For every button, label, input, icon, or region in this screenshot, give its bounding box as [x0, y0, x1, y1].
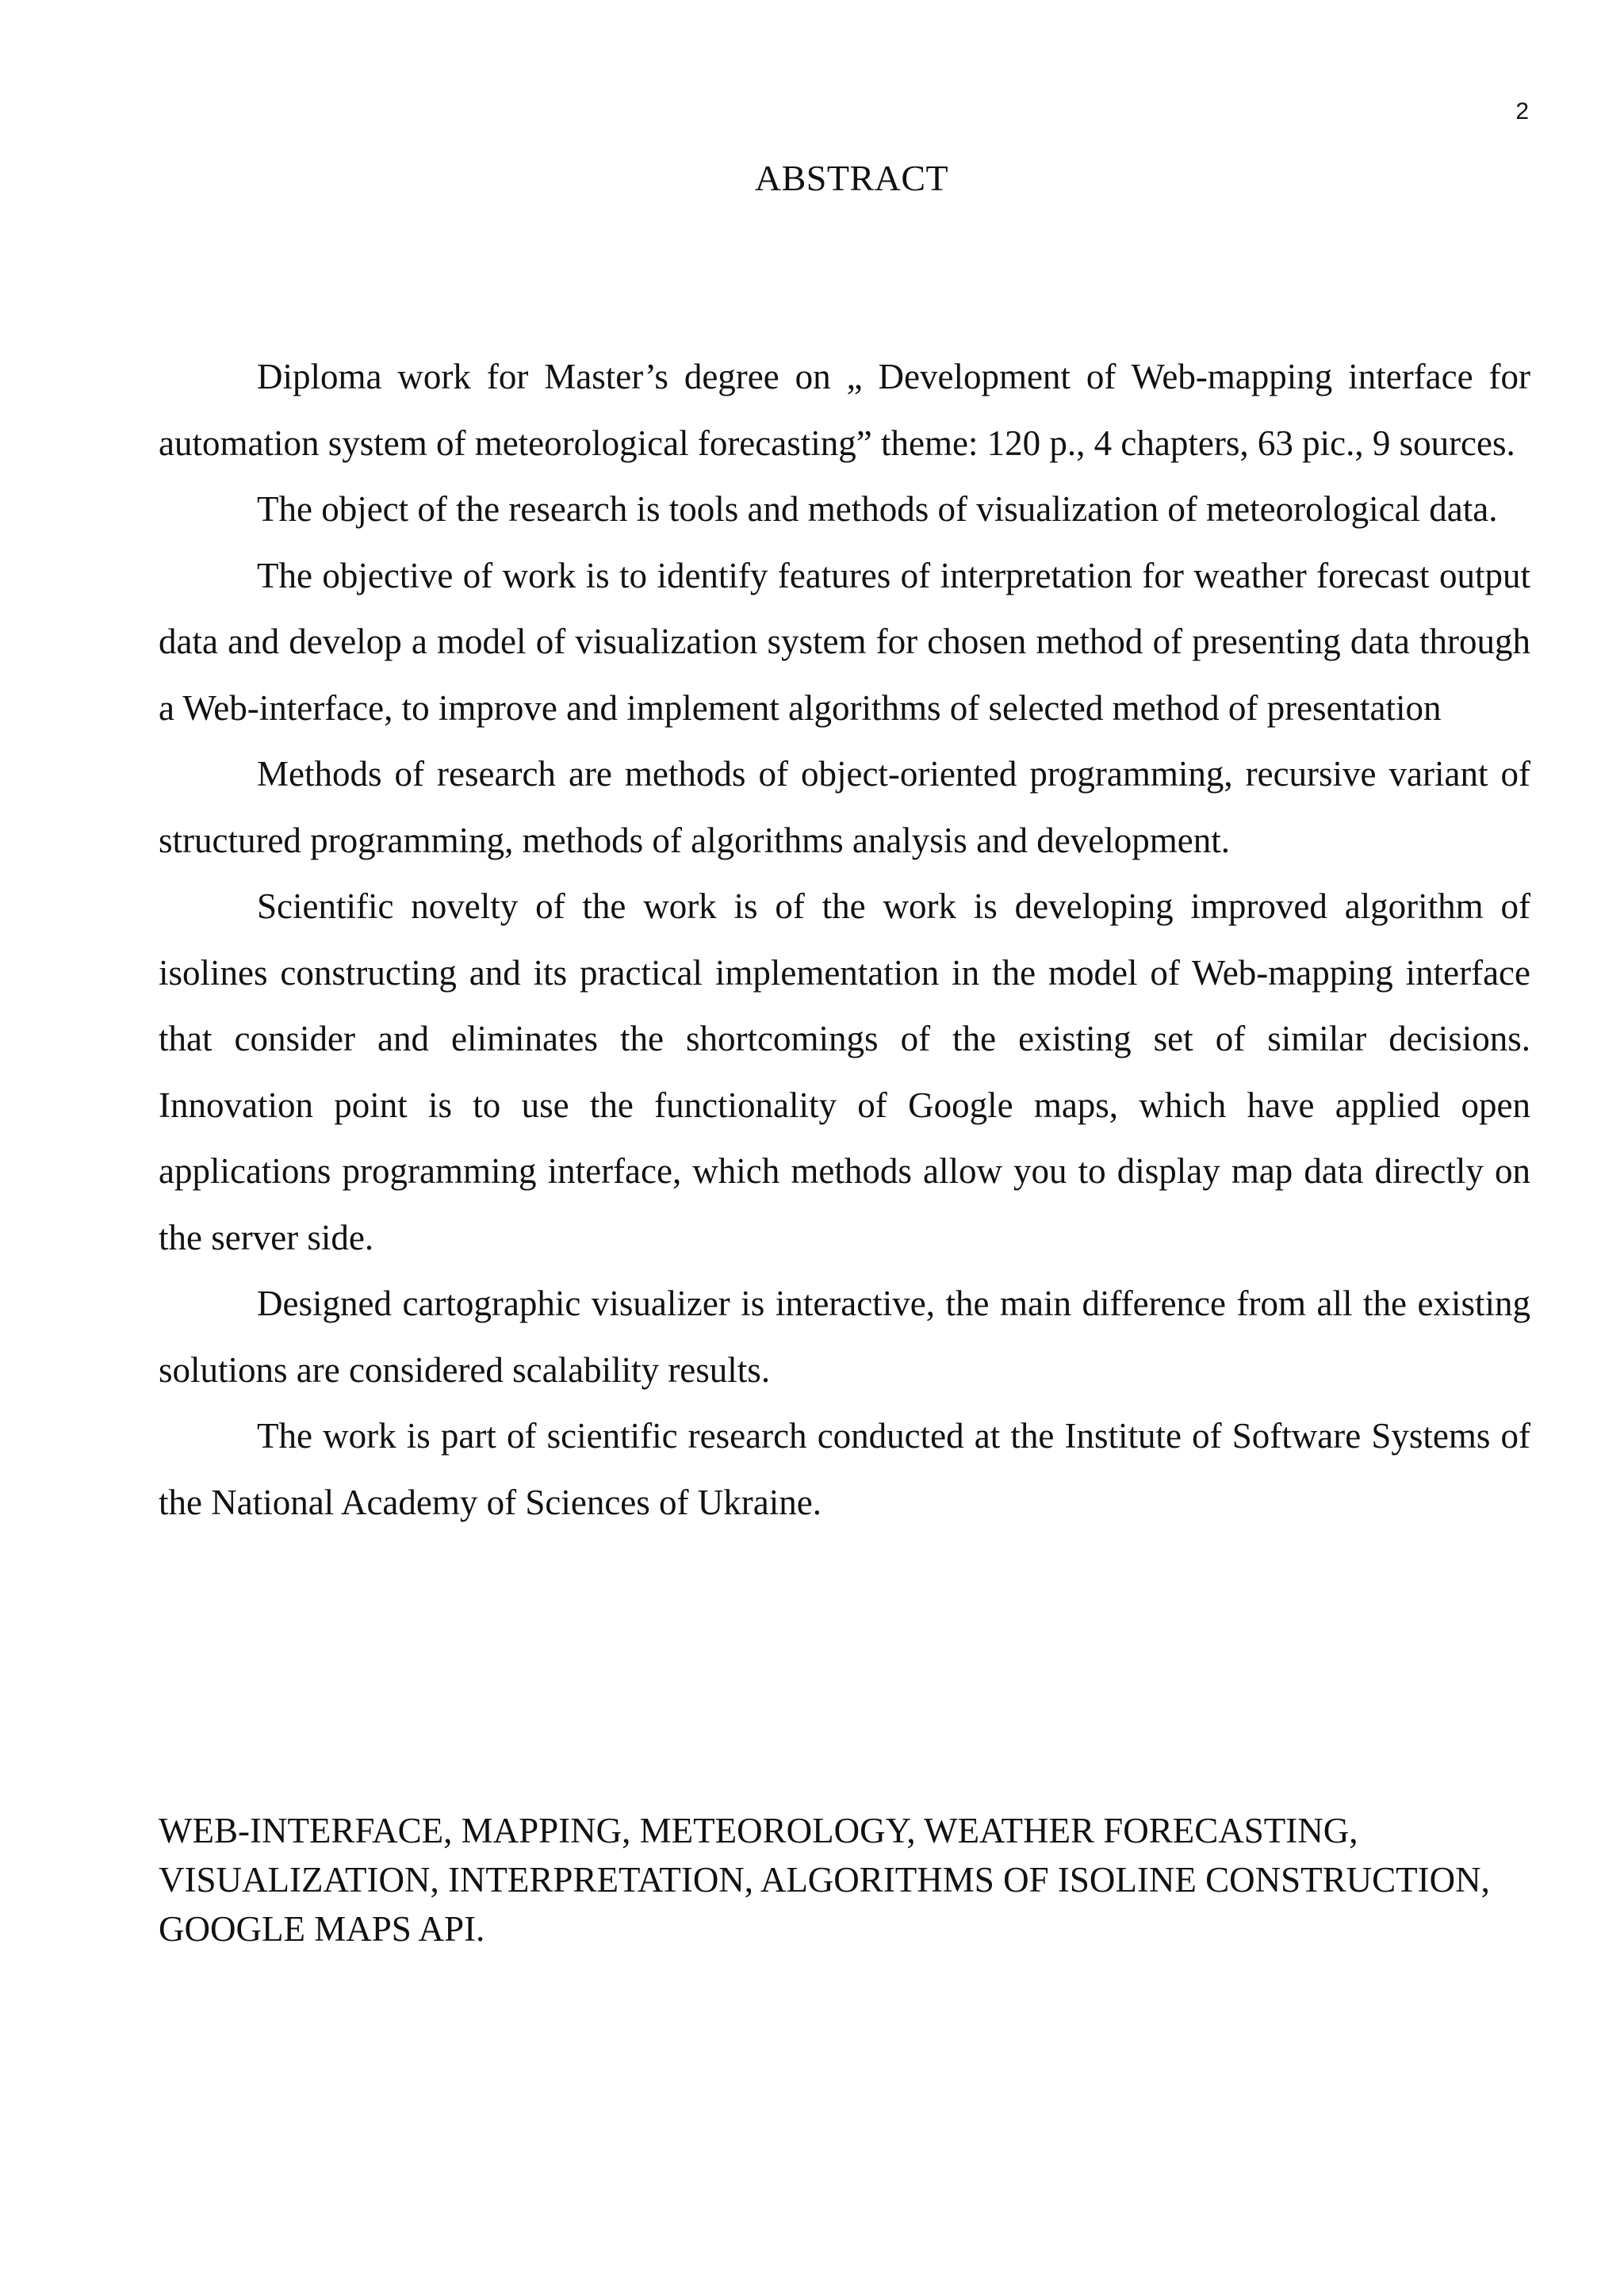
paragraph-summary: Diploma work for Master’s degree on „ Development of Web-mapping interface for automation system of meteorological forecasting” theme: 120 p., 4 chapters, 63 pic., 9 sources. — [159, 357, 1530, 463]
keywords: WEB-INTERFACE, MAPPING, METEOROLOGY, WEATHER FORECASTING, VISUALIZATION, INTERPRETATION, ALGORITHMS OF ISOLINE CONSTRUCTION, GOOGLE MAPS API. — [159, 1811, 1490, 1949]
paragraph-objective: The objective of work is to identify features of interpretation for weather forecast output data and develop a model of visualization system for chosen method of presenting data through a Web-interface, to improve and implement algorithms of selected method of presentation — [159, 555, 1530, 728]
paragraph-object: The object of the research is tools and methods of visualization of meteorological data. — [257, 489, 1498, 529]
abstract-body — [159, 344, 1530, 1536]
paragraph-affiliation: The work is part of scientific research conducted at the Institute of Software Systems of the National Academy of Sciences of Ukraine. — [159, 1416, 1530, 1522]
paragraph-design: Designed cartographic visualizer is interactive, the main difference from all the existing solutions are considered scalability results. — [159, 1284, 1530, 1390]
paragraph-novelty: Scientific novelty of the work is of the work is developing improved algorithm of isolines constructing and its practical implementation in the model of Web-mapping interface that consider and eliminates the shortcomings of the existing set of similar decisions. Innovation point is to use the functionality of Google maps, which have applied open applications programming interface, which methods allow you to display map data directly on the server side. — [159, 886, 1530, 1257]
page-number: 2 — [1515, 98, 1529, 124]
paragraph-methods: Methods of research are methods of object-oriented programming, recursive variant of structured programming, methods of algorithms analysis and development. — [159, 754, 1530, 860]
page-title: ABSTRACT — [754, 158, 949, 198]
